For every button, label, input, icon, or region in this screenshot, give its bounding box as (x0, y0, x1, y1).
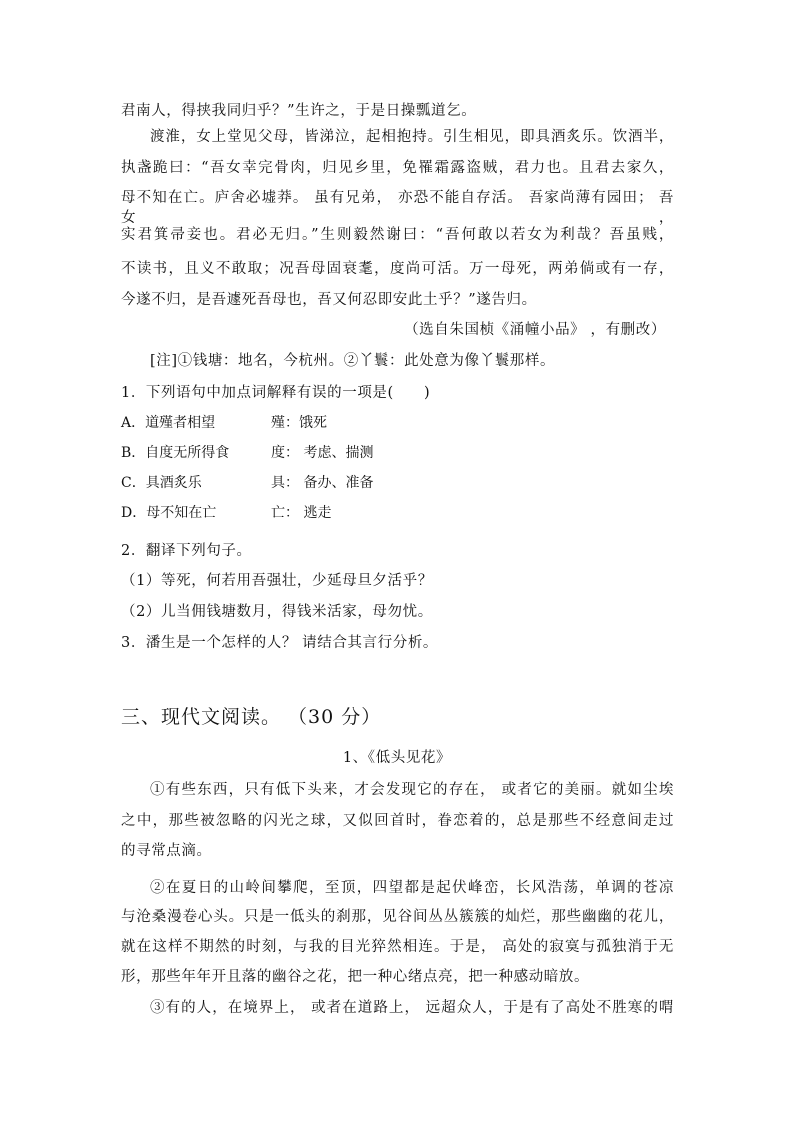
question-2-1: （1）等死，何若用吾强壮，少延母旦夕活乎？ (121, 573, 433, 589)
article-line-7: 形，那些年年开且落的幽谷之花，把一种心绪点亮，把一种感动暗放。 (121, 969, 590, 985)
option-b-gloss: 度： 考虑、揣测 (271, 445, 374, 461)
question-2: 2．翻译下列句子。 (121, 543, 252, 559)
source-citation: （选自朱国桢《涌幢小品》 ，有删改） (404, 322, 666, 338)
article-line-8: ③有的人，在境界上， 或者在道路上， 远超众人，于是有了高处不胜寒的喟 (150, 1000, 674, 1016)
story-line-2: 渡淮，女上堂见父母，皆涕泣，起相抱持。引生相见，即具酒炙乐。饮酒半， (150, 129, 674, 145)
option-a-gloss: 殣：饿死 (271, 415, 327, 431)
article-title: 1、《低头见花》 (342, 750, 452, 766)
option-b (121, 443, 373, 463)
option-c (121, 473, 373, 493)
question-3: 3．潘生是一个怎样的人？ 请结合其言行分析。 (121, 635, 439, 651)
option-c-text: C．具酒炙乐 (121, 475, 202, 491)
option-d-text: D．母不知在亡 (121, 505, 217, 521)
story-line-7: 今遂不归，是吾遽死吾母也，吾又何忍即安此土乎？”遂告归。 (121, 292, 537, 308)
annotation-note: [注]①钱塘：地名，今杭州。②丫鬟：此处意为像丫鬟那样。 (150, 353, 556, 369)
story-line-6: 不读书，且义不敢取；况吾母固衰耄，度尚可活。万一母死，两弟倘或有一存， (121, 261, 674, 277)
option-c-gloss: 具： 备办、准备 (271, 475, 374, 491)
option-d (121, 503, 331, 523)
article-line-1: ①有些东西，只有低下头来，才会发现它的存在， 或者它的美丽。就如尘埃 (150, 782, 674, 798)
question-1: 1．下列语句中加点词解释有误的一项是( ) (121, 385, 431, 401)
question-2-2: （2）儿当佣钱塘数月，得钱米活家，母勿忧。 (121, 604, 433, 620)
story-line-1: 君南人，得挟我同归乎？”生许之，于是日操瓢道乞。 (121, 103, 477, 119)
option-d-gloss: 亡： 逃走 (271, 505, 332, 521)
article-line-5: 与沧桑漫卷心头。只是一低头的刹那，见谷间丛丛簇簇的灿烂，那些幽幽的花儿， (121, 909, 674, 925)
story-line-5: 实君箕帚妾也。君必无归。”生则毅然谢曰：“吾何敢以若女为利哉？吾虽贱， (121, 227, 674, 243)
article-line-4: ②在夏日的山岭间攀爬，至顶，四望都是起伏峰峦，长风浩荡，单调的苍凉 (150, 880, 674, 896)
section-heading: 三、现代文阅读。 （30 分） (121, 706, 382, 728)
article-line-3: 的寻常点滴。 (121, 843, 212, 859)
article-line-6: 就在这样不期然的时刻，与我的目光猝然相连。于是， 高处的寂寞与孤独消于无 (121, 939, 674, 955)
article-line-2: 之中，那些被忽略的闪光之球，又似回首时，眷恋着的，总是那些不经意间走过 (121, 813, 674, 829)
option-a (121, 413, 327, 433)
story-line-4: 母不知在亡。庐舍必墟莽。 虽有兄弟， 亦恐不能自存活。 吾家尚薄有园田； 吾女， (121, 190, 674, 226)
story-line-3: 执盏跪曰：“吾女幸完骨肉，归见乡里，免罹霜露盗贼，君力也。且君去家久， (121, 160, 674, 176)
option-a-text: A．道殣者相望 (121, 415, 216, 431)
option-b-text: B．自度无所得食 (121, 445, 230, 461)
